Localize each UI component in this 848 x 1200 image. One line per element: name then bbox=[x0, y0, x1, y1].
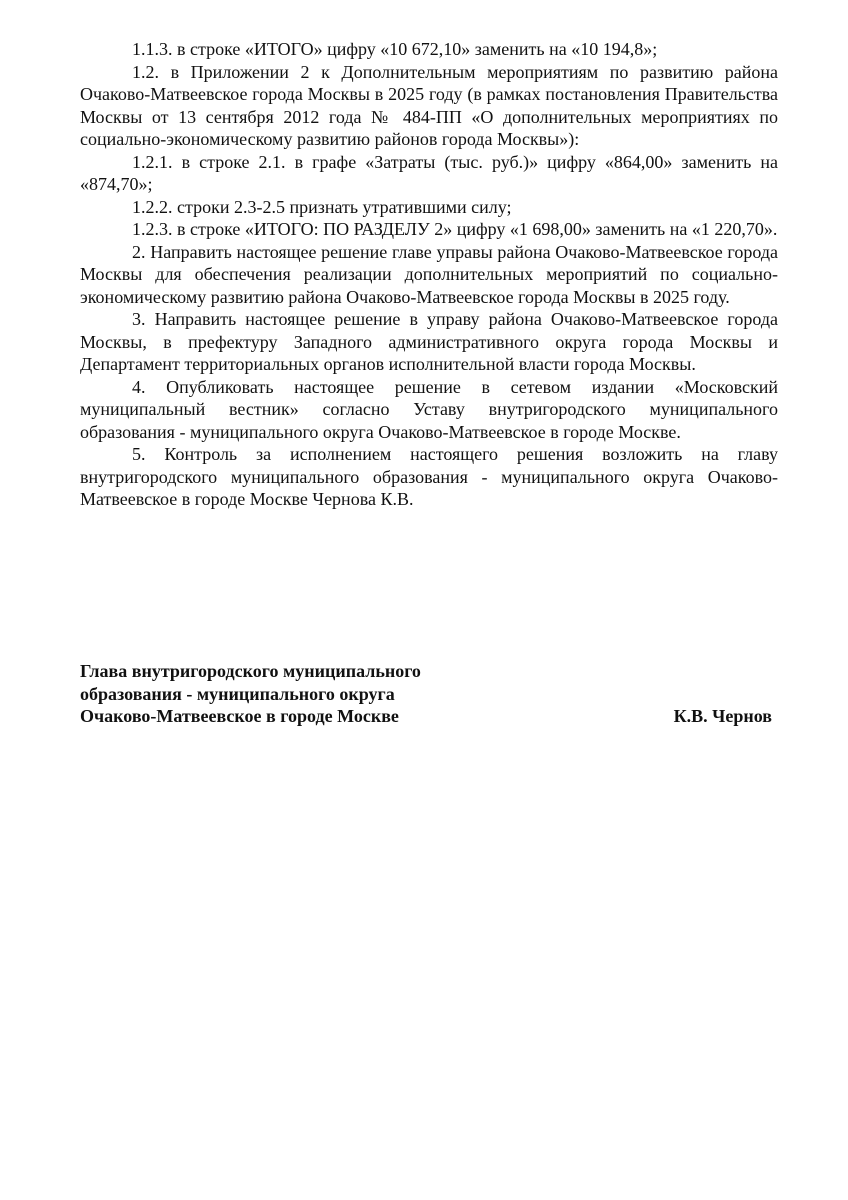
paragraph-1-2-1: 1.2.1. в строке 2.1. в графе «Затраты (тыс. руб.)» цифру «864,00» заменить на «874,70»; bbox=[80, 151, 778, 194]
paragraph-4: 4. Опубликовать настоящее решение в сетевом издании «Московский муниципальный вестник» согласно Уставу внутригородского муниципального образования - муниципального округа Очаково-Матвеевское в городе Москве. bbox=[80, 376, 778, 442]
signature-row bbox=[80, 705, 778, 728]
paragraph-2: 2. Направить настоящее решение главе управы района Очаково-Матвеевское города Москвы для обеспечения реализации дополнительных мероприятий по социально-экономическому развитию района Очаково-Матвеевское города Москвы в 2025 году. bbox=[80, 241, 778, 307]
signature-title-line-3: Очаково-Матвеевское в городе Москве bbox=[80, 706, 399, 726]
signature-title-line-1: Глава внутригородского муниципального bbox=[80, 661, 421, 681]
paragraph-3: 3. Направить настоящее решение в управу района Очаково-Матвеевское города Москвы, в префектуру Западного административного округа города Москвы и Департамент территориальных органов исполнительной власти города Москвы. bbox=[80, 309, 778, 374]
paragraph-1-2: 1.2. в Приложении 2 к Дополнительным мероприятиям по развитию района Очаково-Матвеевское города Москвы в 2025 году (в рамках постановления Правительства Москвы от 13 сентября 2012 года № 484-ПП «О дополнительных мероприятиях по социально-экономическому развитию районов города Москвы»): bbox=[80, 61, 778, 149]
signatory-name: К.В. Чернов bbox=[673, 706, 772, 726]
paragraph-1-1-3: 1.1.3. в строке «ИТОГО» цифру «10 672,10» заменить на «10 194,8»; bbox=[132, 39, 658, 59]
paragraph-1-2-3: 1.2.3. в строке «ИТОГО: ПО РАЗДЕЛУ 2» цифру «1 698,00» заменить на «1 220,70». bbox=[132, 219, 778, 239]
paragraph-1-2-2: 1.2.2. строки 2.3-2.5 признать утратившими силу; bbox=[132, 196, 512, 217]
signature-block bbox=[80, 660, 778, 728]
paragraph-5: 5. Контроль за исполнением настоящего решения возложить на главу внутригородского муниципального образования - муниципального округа Очаково-Матвеевское в городе Москве Чернова К.В. bbox=[80, 444, 778, 509]
signature-title-line-2: образования - муниципального округа bbox=[80, 683, 395, 704]
document-body bbox=[80, 38, 778, 511]
